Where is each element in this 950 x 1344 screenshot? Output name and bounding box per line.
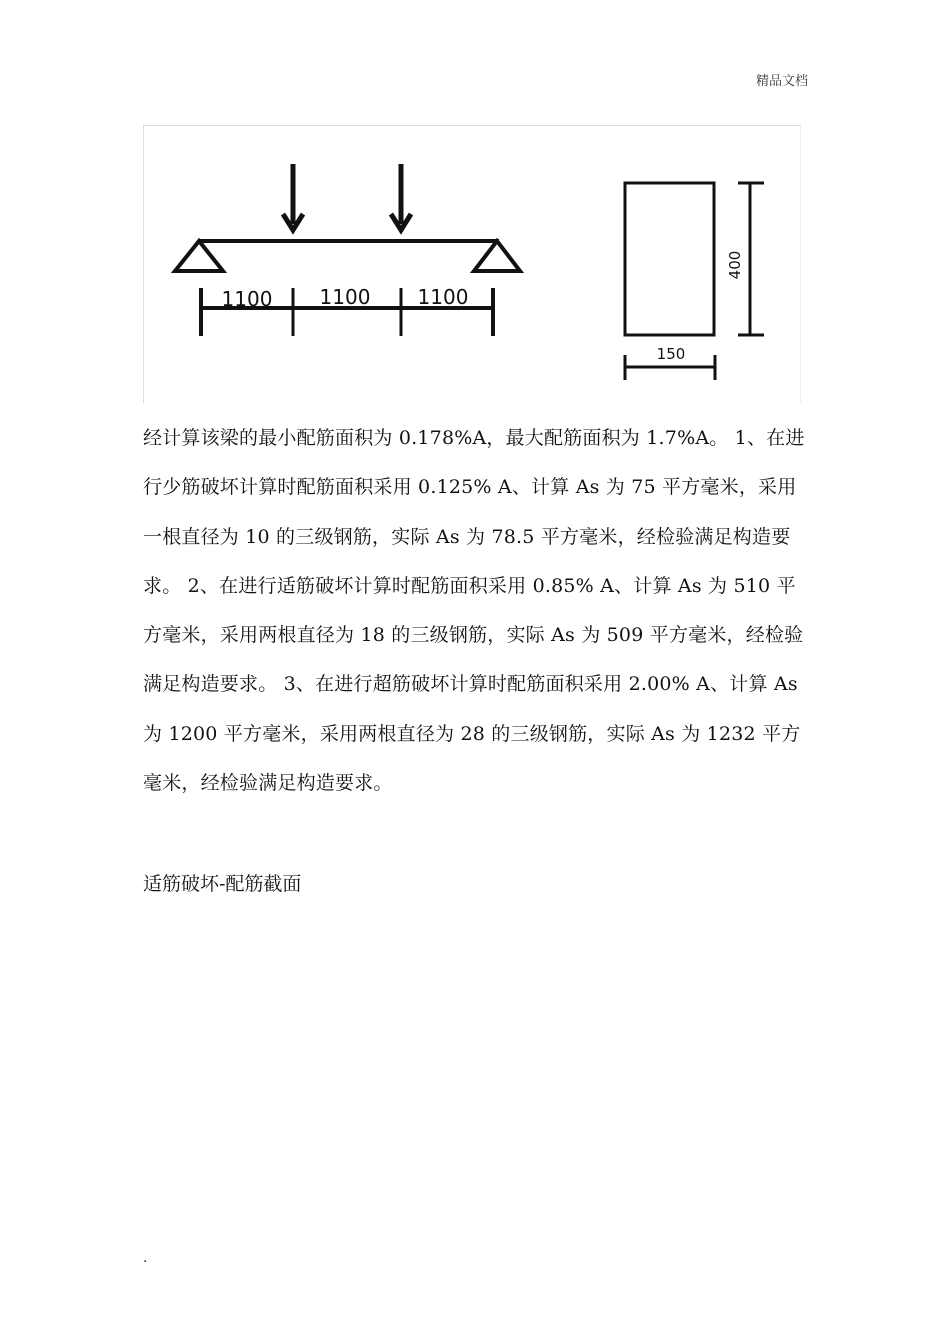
beam-figure — [143, 125, 801, 403]
section-rectangle — [625, 183, 714, 335]
span-label-3: 1100 — [417, 285, 469, 309]
beam-diagram — [144, 126, 800, 404]
section-height-label: 400 — [726, 250, 744, 280]
section-width-label: 150 — [656, 345, 686, 363]
left-support-icon — [175, 241, 223, 271]
load-arrow-right — [391, 164, 411, 230]
load-arrow-left — [283, 164, 303, 230]
span-label-2: 1100 — [319, 285, 371, 309]
section-caption: 适筋破坏-配筋截面 — [143, 873, 302, 895]
calculation-paragraph: 经计算该梁的最小配筋面积为 0.178%A，最大配筋面积为 1.7%A。 1、在进行少筋破坏计算时配筋面积采用 0.125% A、计算 As 为 75 平方毫米，采用一根直径为 10 的三级钢筋，实际 As 为 78.5 平方毫米，经检验满足构造要求。 2、在进行适筋破坏计算时配筋面积采用 0.85% A、计算 As 为 510 平方毫米，采用两根直径为 18 的三级钢筋，实际 As 为 509 平方毫米，经检验满足构造要求。 3、在进行超筋破坏计算时配筋面积采用 2.00% A、计算 As 为 1200 平方毫米，采用两根直径为 28 的三级钢筋，实际 As 为 1232 平方毫米，经检验满足构造要求。 — [143, 427, 805, 795]
span-label-1: 1100 — [221, 287, 273, 311]
right-support-icon — [474, 241, 520, 271]
page-header-mark: 精品文档 — [755, 74, 808, 89]
page-footer-mark: . — [143, 1250, 148, 1266]
